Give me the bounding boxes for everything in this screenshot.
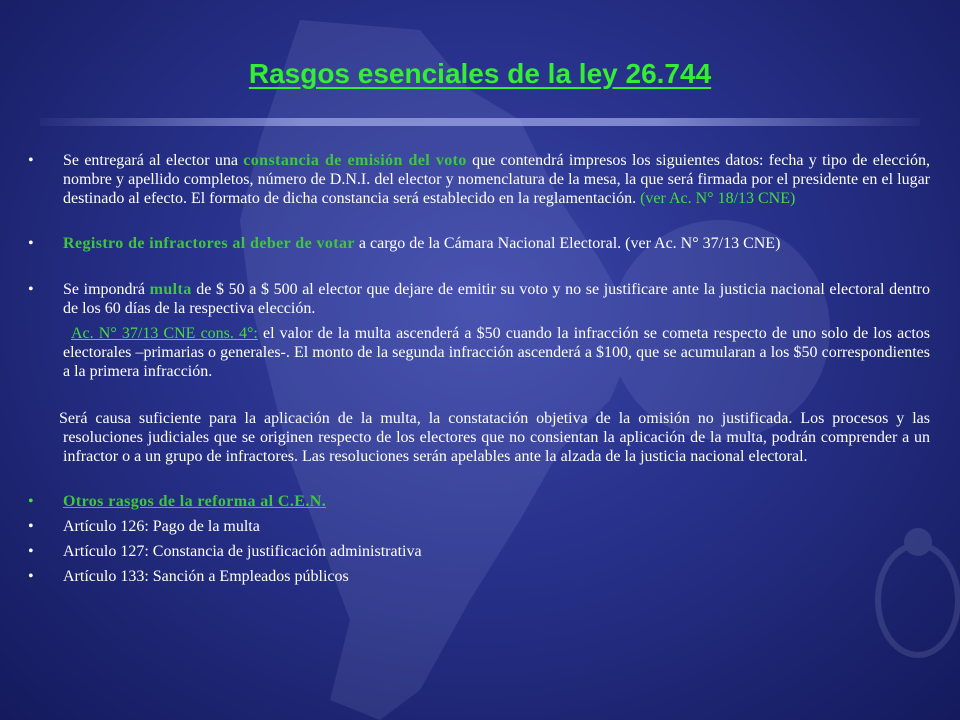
list-item-text: Artículo 127: Constancia de justificación administrativa [63, 543, 422, 560]
bullet-dot: • [28, 543, 34, 560]
title-divider [40, 118, 920, 126]
page-title: Rasgos esenciales de la ley 26.744 [248, 58, 712, 89]
text: a cargo de la Cámara Nacional Electoral. (ver Ac. N° 37/13 CNE) [354, 235, 781, 252]
reference-ac-37-13: Ac. N° 37/13 CNE cons. 4°: [71, 325, 258, 342]
text: Se entregará al elector una [63, 152, 244, 169]
bullet-multa [26, 280, 930, 318]
list-item [26, 517, 930, 536]
bullet-dot: • [28, 518, 34, 535]
list-heading [26, 492, 930, 511]
otros-rasgos-heading: Otros rasgos de la reforma al C.E.N. [63, 493, 327, 510]
highlight-multa: multa [149, 281, 192, 298]
bullet-dot: • [28, 152, 34, 169]
reference-ac-18-13: (ver Ac. N° 18/13 CNE) [640, 190, 796, 207]
slide-content [26, 151, 930, 586]
text: que contendrá impresos los siguientes datos: fecha y tipo de elección, nombre y apellido completos, número de D.N.I. del elector y nomenclatura de la mesa, la que será firmada por el presidente en el lugar destinado al efecto. El formato de dicha constancia será establecido en la reglamentación. [63, 152, 930, 207]
bullet-dot: • [28, 281, 34, 298]
bullet-constancia [26, 151, 930, 208]
bullet-dot: • [28, 235, 34, 252]
bullet-dot: • [28, 568, 34, 585]
text: de $ 50 a $ 500 al elector que dejare de emitir su voto y no se justificare ante la justicia nacional electoral dentro de los 60 días de la respectiva elección. [63, 281, 931, 317]
otros-rasgos-list [26, 492, 930, 586]
list-item-text: Artículo 126: Pago de la multa [63, 518, 260, 535]
multa-detail [26, 324, 930, 381]
paragraph-causa: Será causa suficiente para la aplicación de la multa, la constatación objetiva de la omisión no justificada. Los procesos y las resoluciones judiciales que se originen respecto de los electores que no consientan la aplicación de la multa, podrán comprender a un infractor o a un grupo de infractores. Las resoluciones serán apelables ante la alzada de la justicia nacional electoral. [59, 410, 930, 465]
bullet-registro [26, 234, 930, 253]
list-item [26, 542, 930, 561]
text: Se impondrá [63, 281, 150, 298]
list-item-text: Artículo 133: Sanción a Empleados públicos [63, 568, 349, 585]
highlight-registro: Registro de infractores al deber de votar [63, 235, 355, 252]
highlight-constancia: constancia de emisión del voto [243, 152, 467, 169]
text: el valor de la multa ascenderá a $50 cuando la infracción se cometa respecto de uno solo de los actos electorales –primarias o generales-. El monto de la segunda infracción ascenderá a $100, que se acumularan a los $50 correspondientes a la primera infracción. [63, 325, 930, 380]
list-item [26, 567, 930, 586]
bullet-dot: • [28, 493, 34, 510]
